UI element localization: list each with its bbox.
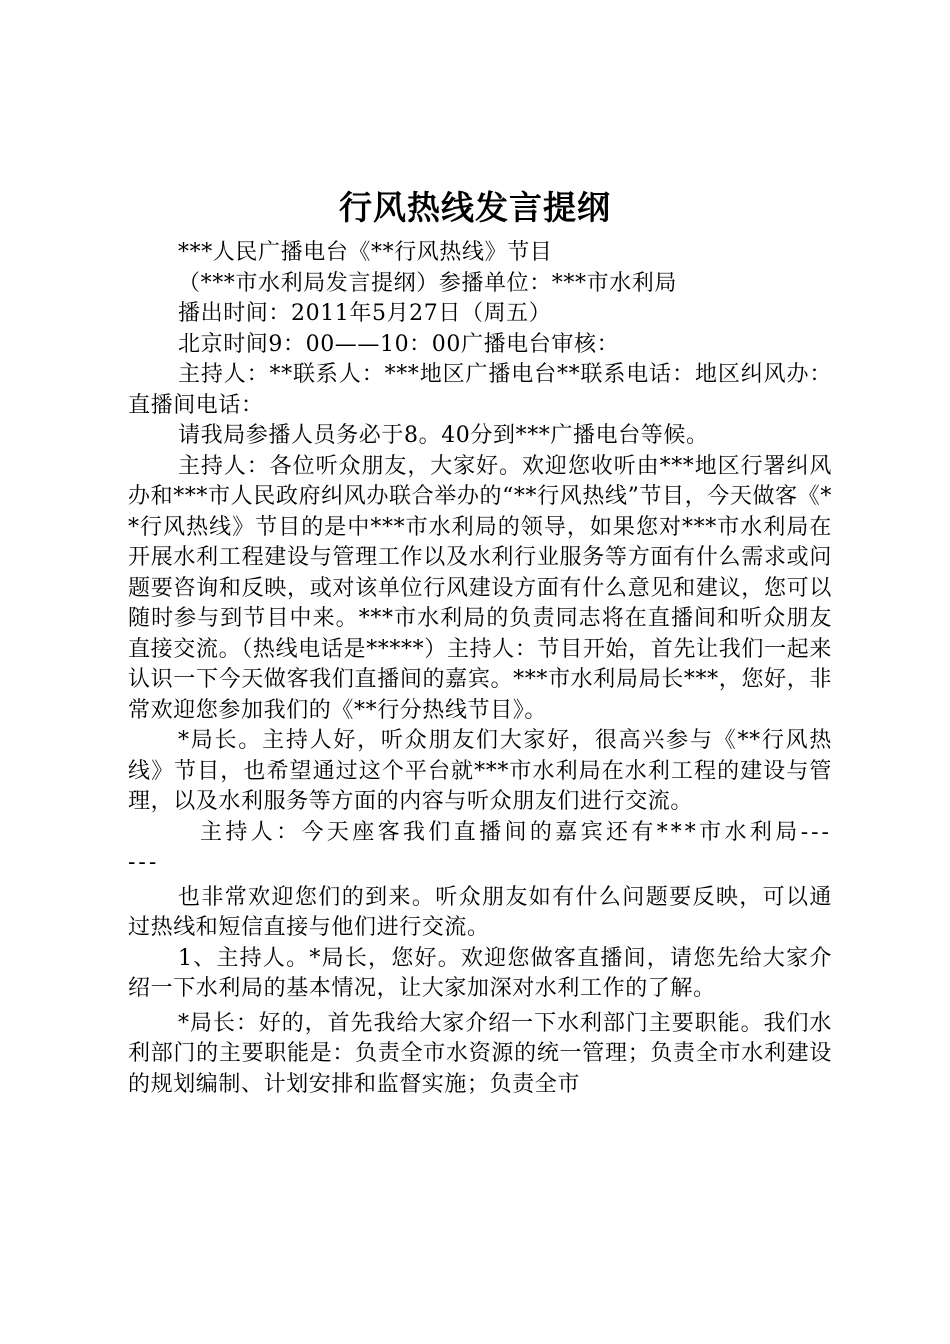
paragraph-welcome: 也非常欢迎您们的到来。听众朋友如有什么问题要反映，可以通过热线和短信直接与他们进行交流。 bbox=[128, 884, 832, 940]
paragraph-question-1: 1、主持人。*局长，您好。欢迎您做客直播间，请您先给大家介绍一下水利局的基本情况，让大家加深对水利工作的了解。 bbox=[128, 945, 832, 1001]
paragraph-broadcast-date: 播出时间：2011年5月27日（周五） bbox=[178, 301, 552, 326]
paragraph-director-functions: *局长：好的，首先我给大家介绍一下水利部门主要职能。我们水利部门的主要职能是：负责全市水资源的统一管理；负责全市水利建设的规划编制、计划安排和监督实施；负责全市 bbox=[128, 1010, 832, 1097]
paragraph-program: ***人民广播电台《**行风热线》节目 bbox=[178, 240, 553, 265]
document-body bbox=[128, 238, 832, 1100]
paragraph-broadcast-time: 北京时间9：00——10：00广播电台审核： bbox=[178, 331, 620, 357]
paragraph-host-guests: 主持人：今天座客我们直播间的嘉宾还有***市水利局------ bbox=[128, 819, 832, 875]
paragraph-host-opening: 主持人：各位听众朋友，大家好。欢迎您收听由***地区行署纠风办和***市人民政府纠风办联合举办的“**行风热线”节目，今天做客《**行风热线》节目的是中***市水利局的领导，如果您对***市水利局在开展水利工程建设与管理工作以及水利行业服务等方面有什么需求或问题要咨询和反映，或对该单位行风建设方面有什么意见和建议，您可以随时参与到节目中来。***市水利局的负责同志将在直播间和听众朋友直接交流。（热线电话是*****）主持人：节目开始，首先让我们一起来认识一下今天做客我们直播间的嘉宾。***市水利局局长***，您好，非常欢迎您参加我们的《**行分热线节目》。 bbox=[128, 453, 832, 723]
paragraph-arrival-notice: 请我局参播人员务必于8。40分到***广播电台等候。 bbox=[178, 423, 709, 448]
paragraph-contacts: 主持人：**联系人：***地区广播电台**联系电话：地区纠风办：直播间电话： bbox=[128, 362, 832, 418]
paragraph-director-reply: *局长。主持人好，听众朋友们大家好，很高兴参与《**行风热线》节目，也希望通过这个平台就***市水利局在水利工程的建设与管理，以及水利服务等方面的内容与听众朋友们进行交流。 bbox=[128, 728, 832, 814]
paragraph-participant: （***市水利局发言提纲）参播单位：***市水利局 bbox=[178, 270, 678, 296]
document-title: 行风热线发言提纲 bbox=[339, 188, 611, 227]
